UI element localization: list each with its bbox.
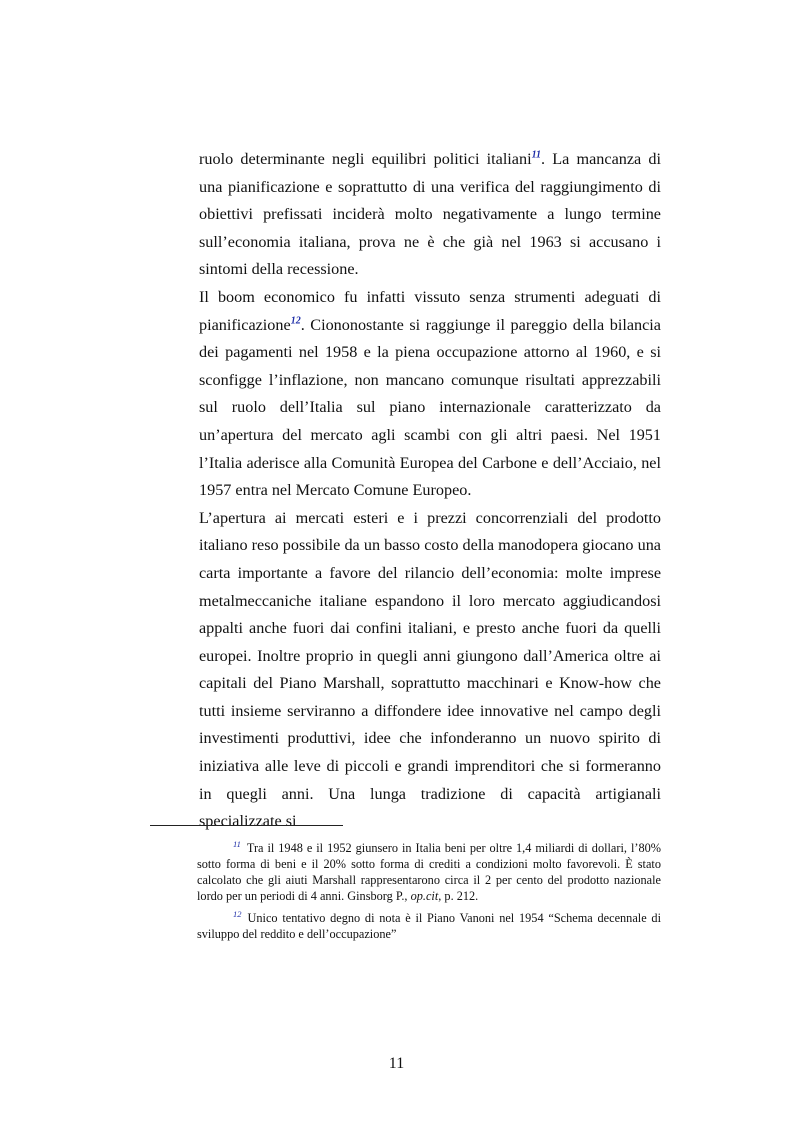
footnote-separator	[150, 825, 343, 826]
footnote-reference-11[interactable]: 11	[531, 149, 542, 161]
body-text	[199, 146, 661, 836]
paragraph-1-text-b: . La mancanza di una pianificazione e soprattutto di una verifica del raggiungimento di obiettivi prefissati inciderà molto negativamente a lungo termine sull’economia italiana, prova ne è che già nel 1963 si accusano i sintomi della recessione.	[199, 150, 661, 279]
paragraph-1-text-a: ruolo determinante negli equilibri politici italiani	[199, 150, 532, 168]
footnote-11-text: Tra il 1948 e il 1952 giunsero in Italia beni per oltre 1,4 miliardi di dollari, l’80% sotto forma di beni e il 20% sotto forma di crediti a condizioni molto favorevoli. È stato calcolato che gli aiuti Marshall rappresentarono circa il 2 per cento del prodotto nazionale lordo per un periodi di 4 anni. Ginsborg P.,	[197, 841, 661, 903]
footnote-marker-12: 12	[233, 908, 242, 919]
footnote-12	[197, 908, 661, 943]
footnote-12-text: Unico tentativo degno di nota è il Piano Vanoni nel 1954 “Schema decennale di sviluppo del reddito e dell’occupazione”	[197, 910, 661, 941]
paragraph-2-text-a: Il boom economico fu infatti vissuto senza strumenti adeguati di pianificazione	[199, 287, 661, 334]
footnotes	[197, 838, 661, 948]
paragraph-2-text-b: . Ciononostante si raggiunge il pareggio della bilancia dei pagamenti nel 1958 e la piena occupazione attorno al 1960, e si sconfigge l’inflazione, non mancano comunque risultati apprezzabili sul ruolo dell’Italia sul piano internazionale caratterizzato da un’apertura del mercato agli scambi con gli altri paesi. Nel 1951 l’Italia aderisce alla Comunità Europea del Carbone e dell’Acciaio, nel 1957 entra nel Mercato Comune Europeo.	[199, 315, 661, 500]
paragraph-3: L’apertura ai mercati esteri e i prezzi concorrenziali del prodotto italiano reso possibile da un basso costo della manodopera giocano una carta importante a favore del rilancio dell’economia: molte imprese metalmeccaniche italiane espandono il loro mercato aggiudicandosi appalti anche fuori dai confini italiani, e presto anche fuori da quelli europei. Inoltre proprio in quegli anni giungono dall’America oltre ai capitali del Piano Marshall, soprattutto macchinari e Know-how che tutti insieme serviranno a diffondere idee innovative nel campo degli investimenti produttivi, idee che infonderanno un nuovo spirito di iniziativa alle leve di piccoli e grandi imprenditori che si formeranno in quegli anni. Una lunga tradizione di capacità artigianali specializzate si	[199, 508, 661, 831]
footnote-11-citation-page: , p. 212.	[438, 888, 479, 903]
footnote-marker-11: 11	[233, 838, 241, 849]
paragraph-2	[199, 284, 661, 505]
page-number: 11	[388, 1055, 405, 1072]
footnote-11-citation: op.cit	[410, 888, 439, 903]
paragraph-1	[199, 146, 661, 284]
footnote-reference-12[interactable]: 12	[290, 315, 301, 327]
footnote-11	[197, 838, 661, 905]
